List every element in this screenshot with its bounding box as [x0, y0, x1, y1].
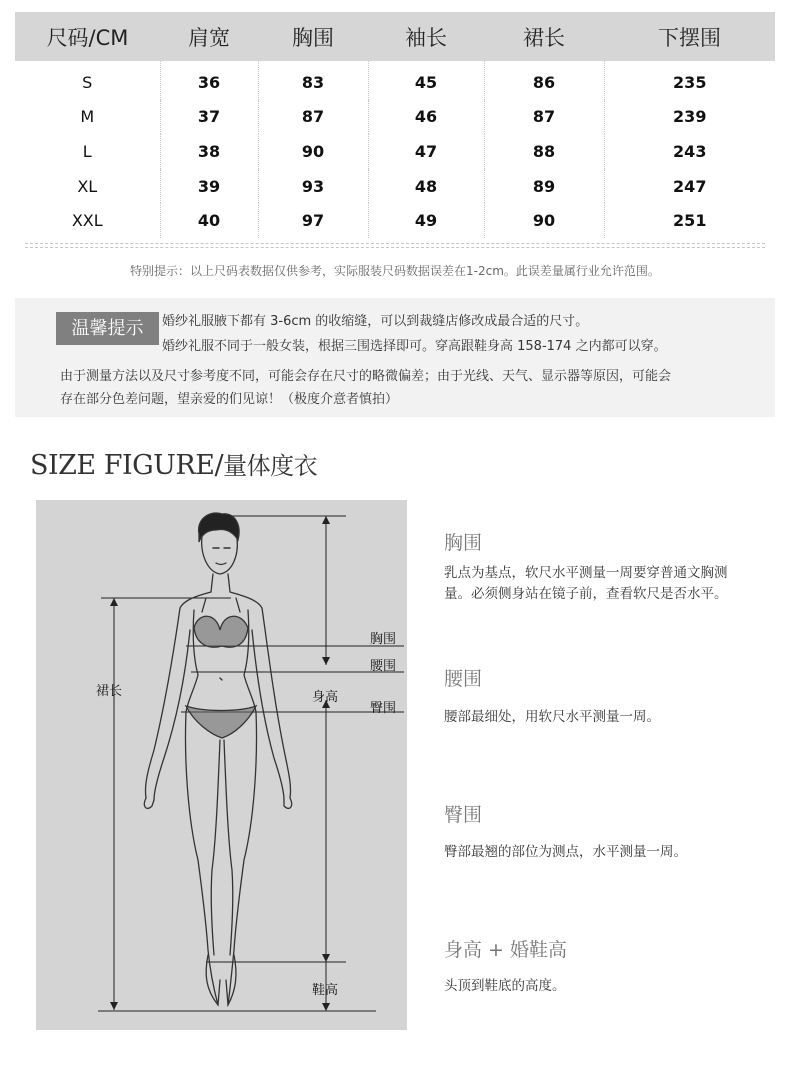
- table-cell: 45: [368, 61, 484, 100]
- table-cell: 86: [484, 61, 604, 100]
- measure-desc-line: 头顶到鞋底的高度。: [444, 978, 566, 994]
- table-cell: M: [80, 107, 95, 127]
- tips-box: [15, 298, 775, 417]
- table-cell: 48: [368, 169, 484, 204]
- table-cell: 37: [160, 100, 258, 135]
- figure-title-en: SIZE FIGURE/: [30, 450, 224, 481]
- table-cell: 97: [258, 203, 368, 238]
- label-waist: 腰围: [370, 659, 397, 674]
- tips-line: 由于测量方法以及尺寸参考度不同，可能会存在尺寸的略微偏差；由于光线、天气、显示器等原因，可能会: [60, 369, 672, 384]
- body-figure-panel: [36, 500, 407, 1030]
- table-cell: 93: [258, 169, 368, 204]
- table-cell: XXL: [71, 211, 103, 231]
- table-cell: 251: [604, 203, 775, 238]
- figure-title-cn: 量体度衣: [223, 452, 318, 480]
- label-height: 身高: [312, 690, 339, 705]
- table-cell: 239: [604, 100, 775, 135]
- body-figure-illustration: [36, 500, 407, 1030]
- measure-desc-line: 腰部最细处，用软尺水平测量一周。: [444, 709, 660, 725]
- disclaimer-text: 特别提示：以上尺码表数据仅供参考，实际服装尺码数据误差在1-2cm。此误差量属行业允许范围。: [130, 264, 660, 278]
- table-cell: 90: [258, 134, 368, 169]
- measure-desc-line: 乳点为基点，软尺水平测量一周要穿普通文胸测: [444, 565, 728, 581]
- table-cell: 40: [160, 203, 258, 238]
- divider: [25, 243, 765, 244]
- measure-desc-chest: [444, 563, 774, 605]
- tips-line: 婚纱礼服不同于一般女装，根据三围选择即可。穿高跟鞋身高 158-174 之内都可以穿。: [162, 339, 667, 354]
- header-shoulder: 肩宽: [160, 12, 258, 61]
- size-table: [15, 12, 775, 238]
- table-cell: S: [82, 72, 93, 92]
- table-cell: 247: [604, 169, 775, 204]
- table-row: [15, 100, 775, 135]
- table-cell: 235: [604, 61, 775, 100]
- table-cell: 39: [160, 169, 258, 204]
- table-cell: 87: [258, 100, 368, 135]
- table-row: [15, 134, 775, 169]
- table-cell: 49: [368, 203, 484, 238]
- table-cell: 46: [368, 100, 484, 135]
- measure-title-hip: 臀围: [444, 804, 483, 826]
- measure-desc-height: [444, 976, 774, 997]
- table-row: [15, 203, 775, 238]
- table-cell: L: [82, 141, 92, 161]
- size-table-header: [15, 12, 775, 61]
- measure-desc-line: 臀部最翘的部位为测点，水平测量一周。: [444, 844, 687, 860]
- table-cell: 243: [604, 134, 775, 169]
- header-hem: 下摆围: [604, 12, 775, 61]
- table-row: [15, 61, 775, 100]
- table-cell: 83: [258, 61, 368, 100]
- measure-desc-waist: [444, 707, 774, 728]
- table-cell: XL: [77, 176, 98, 196]
- divider: [25, 247, 765, 248]
- label-heel-height: 鞋高: [312, 983, 339, 998]
- header-sleeve: 袖长: [368, 12, 484, 61]
- label-hip: 臀围: [370, 701, 397, 716]
- tips-line: 存在部分色差问题，望亲爱的们见谅！（极度介意者慎拍）: [60, 392, 399, 407]
- label-chest: 胸围: [370, 632, 397, 647]
- header-skirt-length: 裙长: [484, 12, 604, 61]
- measure-title-height: 身高 + 婚鞋高: [444, 939, 567, 961]
- table-cell: 89: [484, 169, 604, 204]
- table-cell: 90: [484, 203, 604, 238]
- table-cell: 87: [484, 100, 604, 135]
- table-cell: 38: [160, 134, 258, 169]
- header-chest: 胸围: [258, 12, 368, 61]
- tips-badge: 温馨提示: [56, 312, 159, 345]
- measure-title-waist: 腰围: [444, 668, 483, 690]
- measure-desc-hip: [444, 842, 774, 863]
- label-skirt-length: 裙长: [96, 684, 123, 699]
- header-size: 尺码/CM: [15, 12, 160, 61]
- table-cell: 36: [160, 61, 258, 100]
- measure-title-chest: 胸围: [444, 532, 483, 554]
- table-cell: 88: [484, 134, 604, 169]
- table-cell: 47: [368, 134, 484, 169]
- table-row: [15, 169, 775, 204]
- tips-line: 婚纱礼服腋下都有 3-6cm 的收缩缝，可以到裁缝店修改成最合适的尺寸。: [162, 314, 589, 329]
- measure-desc-line: 量。必须侧身站在镜子前，查看软尺是否水平。: [444, 586, 728, 602]
- figure-title: [30, 446, 317, 481]
